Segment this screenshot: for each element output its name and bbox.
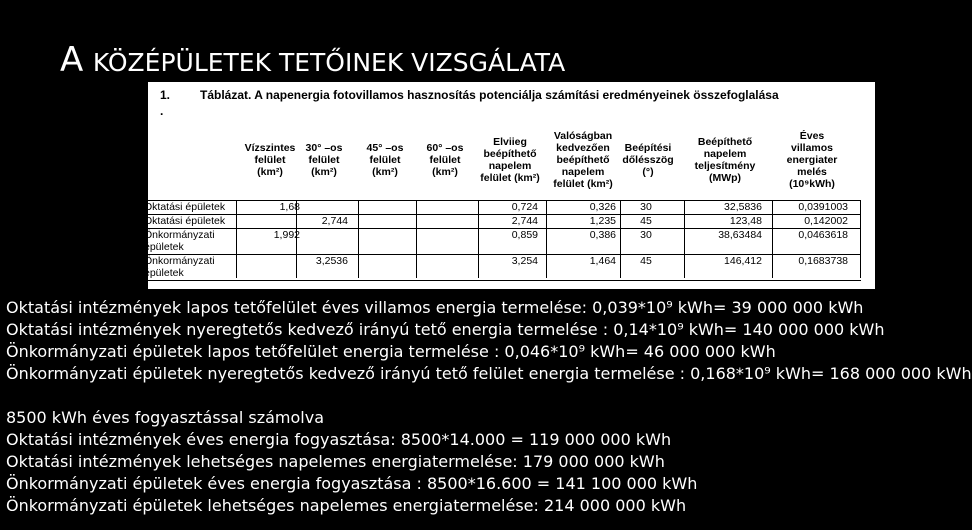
body-text-line: Önkormányzati épületek lehetséges napelemes energiatermelése: 214 000 000 kWh [6, 496, 687, 515]
table-column-rule [416, 200, 417, 278]
table-header-6: Beépítési dőlésszög (°) [622, 142, 674, 178]
table-cell: 0,1683738 [798, 255, 848, 267]
title-first-letter: A [60, 40, 84, 80]
table-cell: 32,5836 [724, 201, 762, 213]
table-cell: 2,744 [321, 215, 348, 227]
table-cell: 146,412 [724, 255, 762, 267]
table-cell: 0,386 [589, 229, 616, 241]
body-text-line: Oktatási intézmények lehetséges napelemes energiatermelése: 179 000 000 kWh [6, 452, 665, 471]
table-cell: 0,0463618 [798, 229, 848, 241]
table-number: 1. [160, 88, 171, 102]
table-header-2: 45° –os felület (km²) [366, 142, 404, 178]
table-row-label: Önkormányzati épületek [144, 255, 215, 279]
table-cell: 0,0391003 [798, 201, 848, 213]
table-cell: 1,235 [589, 215, 616, 227]
table-header-3: 60° –os felület (km²) [426, 142, 464, 178]
table-cell: 0,326 [589, 201, 616, 213]
table-cell: 45 [640, 255, 652, 267]
table-caption [160, 88, 779, 102]
table-header-4: Elviieg beépíthető napelem felület (km²) [480, 136, 540, 184]
table-cell: 1,68 [279, 201, 300, 213]
body-text-line: Önkormányzati épületek éves energia fogyasztása : 8500*16.600 = 141 100 000 kWh [6, 474, 698, 493]
table-header-8: Éves villamos energiater melés (10⁹kWh) [786, 130, 838, 190]
body-text-line: Önkormányzati épületek lapos tetőfelület energia termelése : 0,046*10⁹ kWh= 46 000 000 kWh [6, 342, 776, 361]
body-text-line: Önkormányzati épületek nyeregtetős kedvező irányú tető felület energia termelése : 0,168*10⁹ kWh= 168 000 000 kWh [6, 364, 972, 383]
table-cell: 30 [640, 229, 652, 241]
table-cell: 0,142002 [804, 215, 848, 227]
body-text-line: Oktatási intézmények nyeregtetős kedvező irányú tető energia termelése : 0,14*10⁹ kWh= 140 000 000 kWh [6, 320, 885, 339]
slide-title [60, 40, 565, 80]
table-cell: 0,724 [511, 201, 538, 213]
table-header-0: Vízszintes felület (km²) [244, 142, 296, 178]
table-cell: 0,859 [511, 229, 538, 241]
table-cell: 123,48 [729, 215, 762, 227]
table-header-7: Beépíthető napelem teljesítmény (MWp) [694, 136, 756, 184]
body-text-line: Oktatási intézmények lapos tetőfelület éves villamos energia termelése: 0,039*10⁹ kWh= 39 000 000 kWh [6, 298, 864, 317]
table-row-label: Oktatási épületek [144, 215, 226, 227]
table-cell: 38,63484 [718, 229, 762, 241]
table-header-5: Valóságban kedvezően beépíthető napelem felület (km²) [553, 130, 613, 190]
table-cell: 30 [640, 201, 652, 213]
table-cell: 3,254 [511, 255, 538, 267]
table-cell: 2,744 [511, 215, 538, 227]
table-cell: 3,2536 [315, 255, 348, 267]
table-row-label: Oktatási épületek [144, 201, 226, 213]
table-column-rule [860, 200, 861, 278]
table-cell: 45 [640, 215, 652, 227]
table-dot: . [160, 104, 164, 118]
table-cell: 1,992 [273, 229, 300, 241]
table-row-rule [146, 280, 861, 281]
table-cell: 1,464 [589, 255, 616, 267]
body-text-line: 8500 kWh éves fogyasztással számolva [6, 408, 324, 427]
results-table-image [144, 82, 875, 289]
table-caption-text: Táblázat. A napenergia fotovillamos hasznosítás potenciálja számítási eredményeinek összefoglalása [200, 88, 779, 102]
body-text-line: Oktatási intézmények éves energia fogyasztása: 8500*14.000 = 119 000 000 kWh [6, 430, 672, 449]
table-header-1: 30° –os felület (km²) [305, 142, 343, 178]
table-row-label: Önkormányzati épületek [144, 229, 215, 253]
title-rest: KÖZÉPÜLETEK TETŐINEK VIZSGÁLATA [92, 48, 566, 77]
table-column-rule [358, 200, 359, 278]
